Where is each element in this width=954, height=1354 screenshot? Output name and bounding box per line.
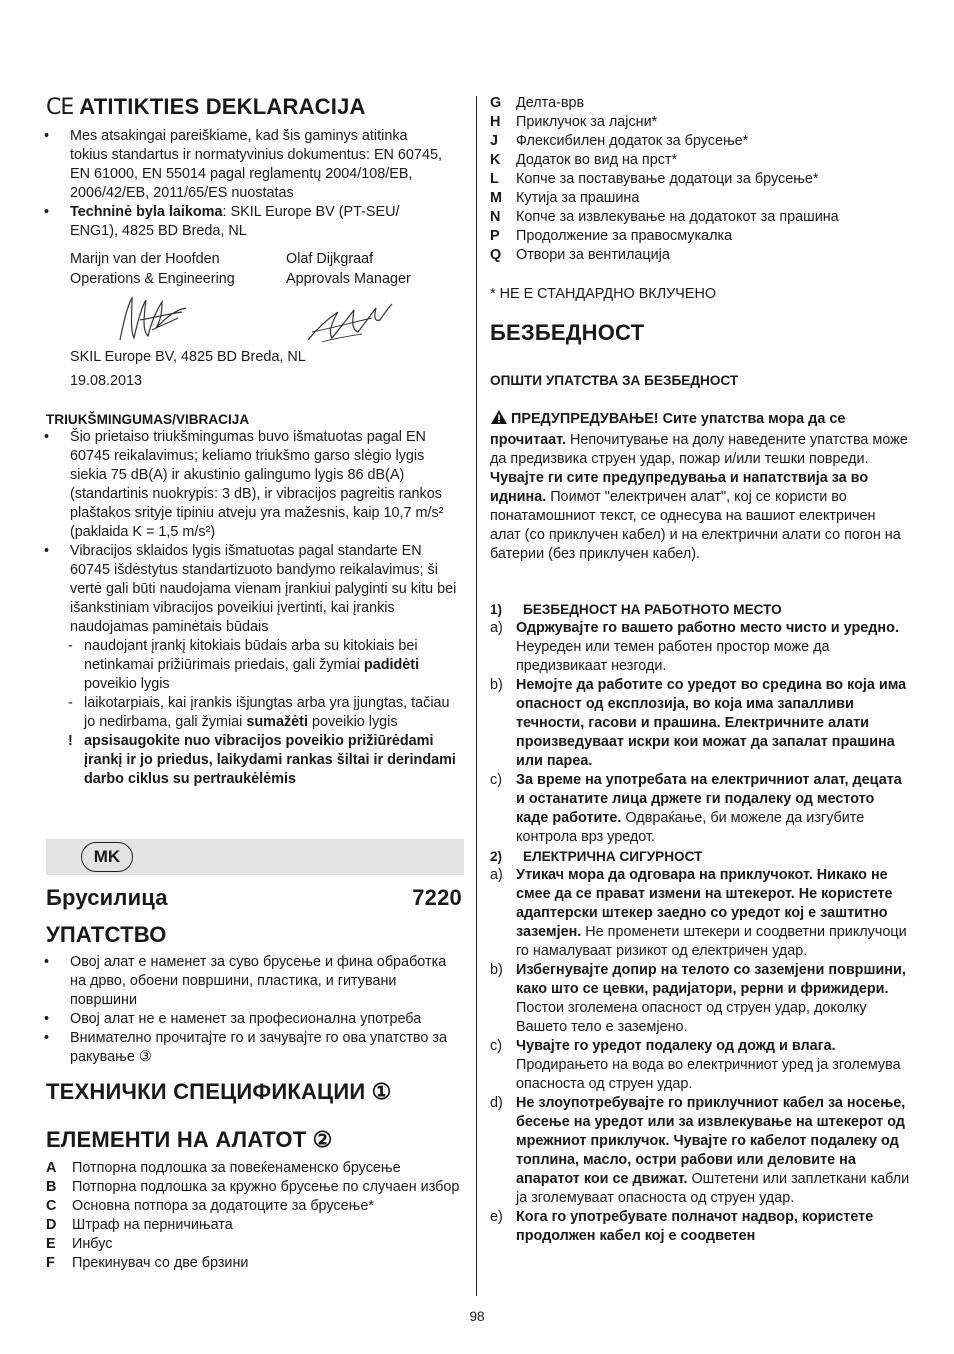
element-item [490, 170, 910, 189]
element-letter: E [46, 1236, 56, 1252]
declaration-date: 19.08.2013 [70, 373, 143, 389]
element-letter: L [490, 171, 499, 187]
signatory-2 [286, 250, 411, 289]
list-item: a) Утикач мора да одговара на приклучокот. Никако не смее да се прават измени на штекерот. Не користете адаптерски штекер заедно со уредот кој е заштитно заземјен. Не променети штекери и соодветни приклучоци го намалуваат ризикот од електричен удар. [490, 867, 907, 959]
noise-list [46, 428, 464, 789]
declaration-title: ATITIKTIES DEKLARACIJA [79, 94, 366, 119]
element-item [490, 189, 910, 208]
element-letter: G [490, 95, 502, 111]
section-heading: 1) БЕЗБЕДНОСТ НА РАБОТНОТО МЕСТО [490, 602, 782, 617]
elements-title: ЕЛЕМЕНТИ НА АЛАТОТ ② [46, 1127, 333, 1152]
element-text: Прекинувач со две брзини [72, 1255, 249, 1271]
signature-1 [112, 290, 192, 346]
element-letter: P [490, 228, 500, 244]
signatory-role: Approvals Manager [286, 271, 411, 287]
section-heading: 2) ЕЛЕКТРИЧНА СИГУРНОСТ [490, 849, 703, 864]
warning-triangle-icon [490, 409, 508, 431]
element-item [46, 1159, 464, 1178]
element-letter: C [46, 1198, 57, 1214]
list-item: b) Избегнувајте допир на телото со заземјени површини, како што се цевки, радијатори, рерни и фрижидери. Постои зголемена опасност од струен удар, доколку Вашето тело е заземјено. [490, 962, 906, 1035]
list-item: b) Немојте да работите со уредот во средина во која има опасност од експлозија, во која има запалливи течности, гасови и прашина. Електричните алати произведуваат искри кои можат да запалат прашина или пареа. [490, 677, 907, 769]
element-item [46, 1216, 464, 1235]
product-name: Брусилица [46, 885, 168, 910]
language-bar [46, 839, 464, 875]
elements-list-right [490, 94, 910, 265]
element-text: Продолжение за правосмукалка [516, 228, 733, 244]
element-letter: B [46, 1179, 57, 1195]
list-item: c) Чувајте го уредот подалеку од дожд и влага. Продирањето на вода во електричниот уред ја зголемува опасноста од струен удар. [490, 1038, 901, 1092]
safety-title: БЕЗБЕДНОСТ [490, 320, 645, 345]
list-item: • Vibracijos sklaidos lygis išmatuotas pagal standarte EN 60745 išdėstytus standartizuoto bandymo reikalavimus; ši vertė gali būti naudojama vienam įrankiui palyginti su kitu bei išankstiniam vibracijos poveikiui įvertinti, kai įrankis naudojamas paminėtais būdais [44, 543, 457, 635]
element-text: Штраф на перничињата [72, 1217, 233, 1233]
instructions-list [46, 953, 464, 1067]
not-included-note: * НЕ Е СТАНДАРДНО ВКЛУЧЕНО [490, 286, 717, 302]
page-number: 98 [469, 1309, 485, 1324]
list-item: • Mes atsakingai pareiškiame, kad šis gaminys atitinka tokius standartus ir normatyvinius dokumentus: EN 60745, EN 61000, EN 55014 pagal reglamentų 2004/108/EB, 2006/42/EB, 2011/65/ES nuostatas [44, 128, 442, 201]
ce-mark: CE [46, 95, 74, 120]
noise-heading: TRIUKŠMINGUMAS/VIBRACIJA [46, 412, 250, 427]
element-text: Потпорна подлошка за повеќенаменско брусење [72, 1160, 401, 1176]
declaration-list [46, 127, 446, 241]
elements-list-left [46, 1159, 464, 1273]
element-letter: F [46, 1255, 55, 1271]
element-item [490, 113, 910, 132]
element-text: Делта-врв [516, 95, 585, 111]
element-letter: N [490, 209, 501, 225]
instructions-title: УПАТСТВО [46, 922, 167, 947]
element-item [490, 151, 910, 170]
list-item: c) За време на употребата на електричниот алат, децата и останатите лица држете ги подалеку од местото каде работите. Одвраќање, би можеле да изгубите контрола врз уредот. [490, 772, 902, 845]
element-text: Копче за поставување додатоци за брусење* [516, 171, 819, 187]
list-item: e) Кога го употребувате полначот надвор, користете продолжен кабел кој е соодветен [490, 1209, 874, 1244]
product-heading [46, 885, 462, 911]
element-item [46, 1178, 464, 1197]
list-item: • Techninė byla laikoma: SKIL Europe BV (PT-SEU/ ENG1), 4825 BD Breda, NL [44, 204, 400, 239]
signatory-1 [70, 250, 235, 289]
element-letter: K [490, 152, 501, 168]
element-letter: A [46, 1160, 57, 1176]
list-item: - laikotarpiais, kai įrankis išjungtas arba yra įjungtas, tačiau jo nedirbama, gali žymiai sumažėti poveikio lygis [68, 695, 450, 730]
element-item [490, 246, 910, 265]
element-letter: M [490, 190, 502, 206]
element-text: Приклучок за лајсни* [516, 114, 658, 130]
list-item: • Šio prietaiso triukšmingumas buvo išmatuotas pagal EN 60745 reikalavimus; keliamo triukšmo garso slėgio lygis siekia 75 dB(A) ir akustinio galingumo lygis 86 dB(A) (standartinis nuokrypis: 3 dB), ir vibracijos pagreitis rankos plaštakos srityje tipiniu atveju yra mažesnis, kaip 10,7 m/s² (paklaida K = 1,5 m/s²) [44, 429, 444, 540]
product-code: 7220 [412, 885, 462, 910]
signature-2 [302, 294, 398, 346]
list-item: ! apsisaugokite nuo vibracijos poveikio prižiūrėdami įrankį ir jo priedus, laikydami rankas šiltai ir derindami darbo ciklus su pertraukėlėmis [68, 733, 456, 787]
element-letter: J [490, 133, 499, 149]
list-item: • Овој алат е наменет за суво брусење и фина обработка на дрво, обоени површини, пластика, и гитувани површини [44, 954, 447, 1008]
element-item [46, 1197, 464, 1216]
element-text: Копче за извлекување на додатокот за прашина [516, 209, 839, 225]
list-item: a) Одржувајте го вашето работно место чисто и уредно. Неуреден или темен работен простор може да предизвикаат незгоди. [490, 620, 899, 674]
general-safety-heading: ОПШТИ УПАТСТВА ЗА БЕЗБЕДНОСТ [490, 373, 739, 388]
list-item: • Овој алат не е наменет за професионална употреба [44, 1011, 422, 1027]
element-text: Флексибилен додаток за брусење* [516, 133, 749, 149]
element-text: Кутија за прашина [516, 190, 640, 206]
element-letter: H [490, 114, 501, 130]
element-text: Основна потпора за додатоците за брусење* [72, 1198, 374, 1214]
signatory-name: Marijn van der Hoofden [70, 251, 220, 267]
declaration-heading [46, 94, 464, 121]
element-text: Инбус [72, 1236, 113, 1252]
language-badge: MK [81, 842, 133, 872]
element-item [490, 227, 910, 246]
element-letter: D [46, 1217, 57, 1233]
company-address: SKIL Europe BV, 4825 BD Breda, NL [70, 349, 306, 365]
element-item [46, 1235, 464, 1254]
warning-paragraph: ПРЕДУПРЕДУВАЊЕ! Сите упатства мора да се прочитаат. Непочитување на долу наведените упатства може да предизвика струен удар, пожар и/или тешки повреди. Чувајте ги сите предупредувања и напатствија за во иднина. Поимот "електричен алат", кој се користи во понатамошниот текст, се однесува на вашиот електричен алат (со приклучен кабел) и на електрични алати со погон на батерии (без приклучен кабел). [490, 411, 908, 562]
element-item [46, 1254, 464, 1273]
signatory-role: Operations & Engineering [70, 271, 235, 287]
column-divider [476, 96, 477, 1296]
list-item: - naudojant įrankį kitokiais būdais arba su kitokiais bei netinkamai prižiūrimais priedais, gali žymiai padidėti poveikio lygis [68, 638, 420, 692]
element-text: Отвори за вентилација [516, 247, 670, 263]
list-item: • Внимателно прочитајте го и зачувајте го ова упатство за ракување ③ [44, 1030, 448, 1065]
element-letter: Q [490, 247, 502, 263]
element-item [490, 94, 910, 113]
element-item [490, 132, 910, 151]
element-text: Додаток во вид на прст* [516, 152, 678, 168]
list-item: d) Не злоупотребувајте го приклучниот кабел за носење, бесење на уредот или за извлекување на штекерот од мрежниот приклучок. Чувајте го кабелот подалеку од топлина, масло, остри рабови или деловите на апаратот кои се движат. Оштетени или заплеткани кабли ја зголемуваат опасноста од струен удар. [490, 1095, 910, 1206]
signatory-name: Olaf Dijkgraaf [286, 251, 374, 267]
element-item [490, 208, 910, 227]
element-text: Потпорна подлошка за кружно брусење по случаен избор [72, 1179, 460, 1195]
safety-sections [490, 600, 910, 1246]
specs-title: ТЕХНИЧКИ СПЕЦИФИКАЦИИ ① [46, 1079, 392, 1104]
